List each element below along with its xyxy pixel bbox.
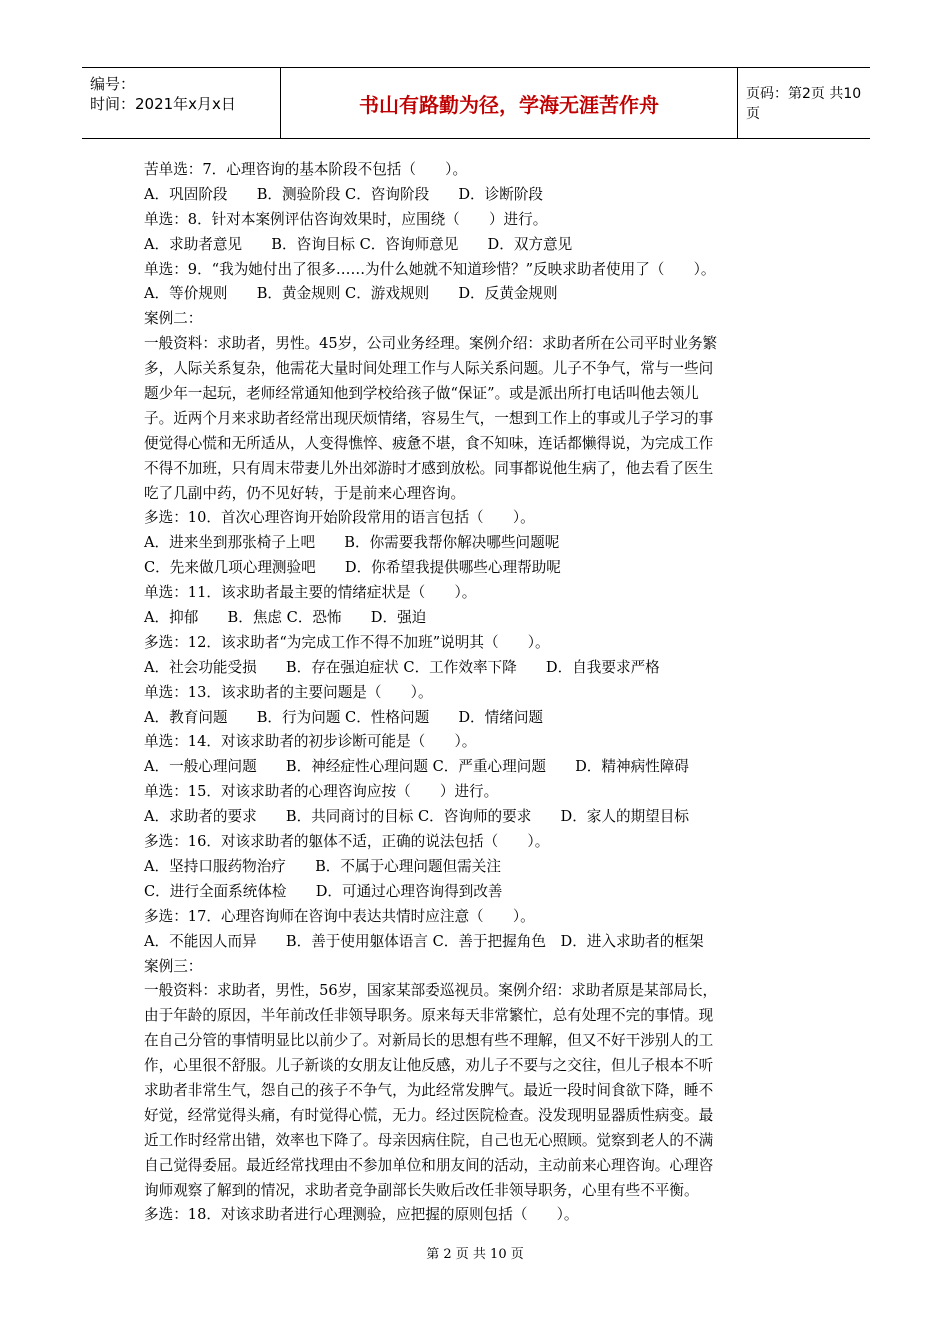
document-time: 时间：2021年x月x日 xyxy=(90,95,236,113)
text-line: 多，人际关系复杂，他需花大量时间处理工作与人际关系问题。儿子不争气，常与一些问 xyxy=(144,360,714,378)
text-line: 单选：9．“我为她付出了很多……为什么她就不知道珍惜？”反映求助者使用了（ ）。 xyxy=(144,260,716,278)
text-line: 案例二： xyxy=(144,310,203,328)
text-line: A．等价规则 B．黄金规则 C．游戏规则 D．反黄金规则 xyxy=(144,285,558,303)
text-line: 一般资料：求助者，男性。45岁，公司业务经理。案例介绍：求助者所在公司平时业务繁 xyxy=(144,335,718,353)
text-line: 多选：12．该求助者“为完成工作不得不加班”说明其（ ）。 xyxy=(144,633,550,651)
header-page-code: 页码：第2页 共10页 xyxy=(746,86,862,122)
text-line: 单选：8．针对本案例评估咨询效果时，应围绕（ ）进行。 xyxy=(144,210,548,228)
text-line: 在自己分管的事情明显比以前少了。对新局长的思想有些不理解，但又不好干涉别人的工 xyxy=(144,1032,714,1050)
page-header xyxy=(82,67,870,139)
text-line: 吃了几副中药，仍不见好转，于是前来心理咨询。 xyxy=(144,484,466,502)
text-line: 苦单选：7．心理咨询的基本阶段不包括（ ）。 xyxy=(144,161,468,178)
text-line: A．进来坐到那张椅子上吧 B．你需要我帮你解决哪些问题呢 xyxy=(144,534,560,552)
text-line: 求助者非常生气，怨自己的孩子不争气，为此经常发脾气。最近一段时间食欲下降，睡不 xyxy=(144,1081,714,1099)
text-line: 题少年一起玩，老师经常通知他到学校给孩子做“保证”。或是派出所打电话叫他去领儿 xyxy=(144,385,699,403)
document-body xyxy=(144,158,812,1228)
text-line: 多选：18．对该求助者进行心理测验，应把握的原则包括（ ）。 xyxy=(144,1206,579,1224)
text-line: 单选：13．该求助者的主要问题是（ ）。 xyxy=(144,683,433,701)
text-line: A．求助者的要求 B．共同商讨的目标 C．咨询师的要求 D．家人的期望目标 xyxy=(144,808,689,826)
text-line: 作，心里很不舒服。儿子新谈的女朋友让他反感，劝儿子不要与之交往，但儿子根本不听 xyxy=(144,1057,714,1075)
text-line: 询师观察了解到的情况，求助者竞争副部长失败后改任非领导职务，心里有些不平衡。 xyxy=(144,1181,699,1199)
document-code-label: 编号： xyxy=(90,75,136,93)
text-line: 多选：17．心理咨询师在咨询中表达共情时应注意（ ）。 xyxy=(144,907,535,925)
text-line: A．坚持口服药物治疗 B．不属于心理问题但需关注 xyxy=(144,857,501,875)
text-line: 单选：11．该求助者最主要的情绪症状是（ ）。 xyxy=(144,584,477,602)
header-meta xyxy=(82,68,280,138)
text-line: 由于年龄的原因，半年前改任非领导职务。原来每天非常繁忙，总有处理不完的事情。现 xyxy=(144,1007,714,1025)
text-line: A．抑郁 B．焦虑 C．恐怖 D．强迫 xyxy=(144,609,427,627)
text-line: A．不能因人而异 B．善于使用躯体语言 C．善于把握角色 D．进入求助者的框架 xyxy=(144,932,704,950)
text-line: A．巩固阶段 B．测验阶段 C．咨询阶段 D．诊断阶段 xyxy=(144,185,544,203)
text-line: 好觉，经常觉得头痛，有时觉得心慌，无力。经过医院检查。没发现明显器质性病变。最 xyxy=(144,1106,714,1124)
text-line: A．教育问题 B．行为问题 C．性格问题 D．情绪问题 xyxy=(144,708,544,726)
text-line: 近工作时经常出错，效率也下降了。母亲因病住院，自己也无心照顾。觉察到老人的不满 xyxy=(144,1131,714,1149)
header-motto: 书山有路勤为径，学海无涯苦作舟 xyxy=(280,68,738,138)
text-line: 自己觉得委屈。最近经常找理由不参加单位和朋友间的活动，主动前来心理咨询。心理咨 xyxy=(144,1156,714,1174)
text-line: 一般资料：求助者，男性，56岁，国家某部委巡视员。案例介绍：求助者原是某部局长， xyxy=(144,982,718,1000)
text-line: 多选：10．首次心理咨询开始阶段常用的语言包括（ ）。 xyxy=(144,509,535,527)
page-footer: 第 2 页 共 10 页 xyxy=(426,1247,524,1262)
text-line: A．求助者意见 B．咨询目标 C．咨询师意见 D．双方意见 xyxy=(144,235,573,253)
text-line: A．一般心理问题 B．神经症性心理问题 C．严重心理问题 D．精神病性障碍 xyxy=(144,758,689,776)
text-line: A．社会功能受损 B．存在强迫症状 C．工作效率下降 D．自我要求严格 xyxy=(144,658,660,676)
text-line: C．先来做几项心理测验吧 D．你希望我提供哪些心理帮助呢 xyxy=(144,559,561,577)
text-line: 子。近两个月来求助者经常出现厌烦情绪，容易生气，一想到工作上的事或儿子学习的事 xyxy=(144,409,714,427)
text-line: 不得不加班，只有周末带妻儿外出郊游时才感到放松。同事都说他生病了，他去看了医生 xyxy=(144,459,714,477)
text-line: 多选：16．对该求助者的躯体不适，正确的说法包括（ ）。 xyxy=(144,833,550,851)
text-line: 便觉得心慌和无所适从，人变得憔悴、疲惫不堪，食不知味，连话都懒得说，为完成工作 xyxy=(144,434,714,452)
text-line: 单选：15．对该求助者的心理咨询应按（ ）进行。 xyxy=(144,783,499,801)
text-line: 单选：14．对该求助者的初步诊断可能是（ ）。 xyxy=(144,733,477,751)
text-line: 案例三： xyxy=(144,957,203,975)
text-line: C．进行全面系统体检 D．可通过心理咨询得到改善 xyxy=(144,882,503,900)
